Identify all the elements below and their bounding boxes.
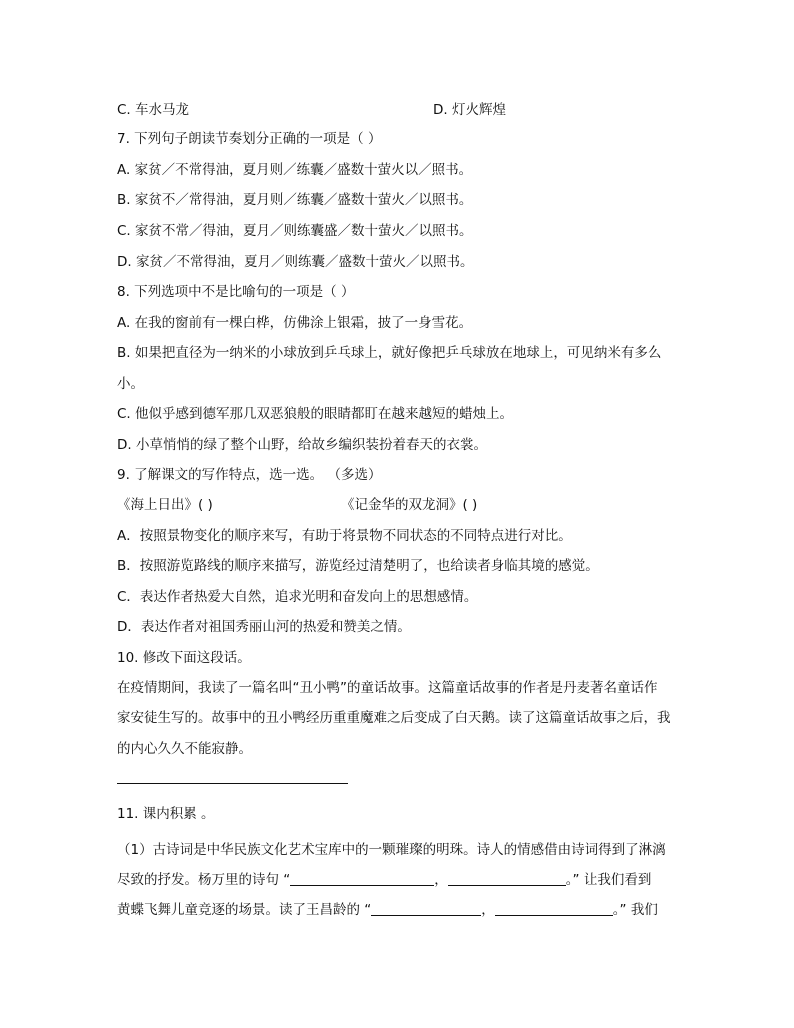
paragraph-10-line-1: 在疫情期间，我读了一篇名叫“丑小鸭”的童话故事。这篇童话故事的作者是丹麦著名童话作: [117, 680, 658, 696]
fill-blank[interactable]: [448, 871, 566, 886]
question-11: 11. 课内积累 。: [117, 806, 215, 822]
question-9-option-b: B．按照游览路线的顺序来描写，游览经过清楚明了，也给读者身临其境的感觉。: [117, 558, 599, 574]
question-9-option-d: D．表达作者对祖国秀丽山河的热爱和赞美之情。: [117, 619, 411, 635]
option-c-line: [117, 101, 189, 119]
text-segment: 。” 我们: [612, 902, 658, 918]
question-9-answer-1[interactable]: 《海上日出》( ): [117, 497, 213, 513]
paragraph-11-line-1: （1）古诗词是中华民族文化艺术宝库中的一颗璀璨的明珠。诗人的情感借由诗词得到了淋漓: [117, 842, 666, 858]
fill-blank[interactable]: [290, 871, 434, 886]
paragraph-11-line-3: [117, 901, 658, 919]
question-7-option-a: A. 家贫／不常得油，夏月则／练囊／盛数十萤火以／照书。: [117, 162, 473, 178]
question-10: 10. 修改下面这段话。: [117, 650, 251, 666]
text-segment: ，: [481, 902, 495, 918]
text-segment: 尽致的抒发。杨万里的诗句 “: [117, 872, 291, 888]
question-9: 9. 了解课文的写作特点，选一选。 （多选）: [117, 467, 382, 483]
question-7-option-d: D. 家贫／不常得油，夏月／则练囊／盛数十萤火／以照书。: [117, 254, 474, 270]
question-9-answer-2[interactable]: 《记金华的双龙洞》( ): [341, 497, 478, 513]
fill-blank[interactable]: [371, 901, 481, 916]
text-segment: 黄蝶飞舞儿童竞逐的场景。读了王昌龄的 “: [117, 902, 372, 918]
paragraph-10-line-2: 家安徒生写的。故事中的丑小鸭经历重重魔难之后变成了白天鹅。读了这篇童话故事之后，我: [117, 710, 671, 726]
question-8-option-c: C. 他似乎感到德军那几双恶狼般的眼睛都盯在越来越短的蜡烛上。: [117, 406, 514, 422]
question-8-option-b-cont: 小。: [117, 376, 144, 392]
question-7-option-b: B. 家贫不／常得油，夏月则／练囊／盛数十萤火／以照书。: [117, 192, 473, 208]
fill-blank[interactable]: [495, 901, 613, 916]
text-segment: 。” 让我们看到: [565, 872, 652, 888]
paragraph-11-line-2: [117, 871, 651, 889]
question-9-option-a: A．按照景物变化的顺序来写，有助于将景物不同状态的不同特点进行对比。: [117, 528, 572, 544]
option-c: C. 车水马龙: [117, 102, 190, 118]
option-d: D. 灯火辉煌: [433, 102, 506, 118]
paragraph-10-line-3: 的内心久久不能寂静。: [117, 741, 252, 757]
question-8: 8. 下列选项中不是比喻句的一项是（ ）: [117, 284, 355, 300]
question-9-option-c: C．表达作者热爱大自然，追求光明和奋发向上的思想感情。: [117, 589, 478, 605]
question-7-option-c: C. 家贫不常／得油，夏月／则练囊盛／数十萤火／以照书。: [117, 223, 473, 239]
question-8-option-b: B. 如果把直径为一纳米的小球放到乒乓球上，就好像把乒乓球放在地球上，可见纳米有多么: [117, 345, 662, 361]
question-8-option-a: A. 在我的窗前有一棵白桦，仿佛涂上银霜，披了一身雪花。: [117, 315, 473, 331]
question-8-option-d: D. 小草悄悄的绿了整个山野，给故乡编织装扮着春天的衣裳。: [117, 437, 487, 453]
text-segment: ，: [434, 872, 448, 888]
question-7: 7. 下列句子朗读节奏划分正确的一项是（ ）: [117, 131, 382, 147]
answer-line[interactable]: [117, 783, 348, 784]
